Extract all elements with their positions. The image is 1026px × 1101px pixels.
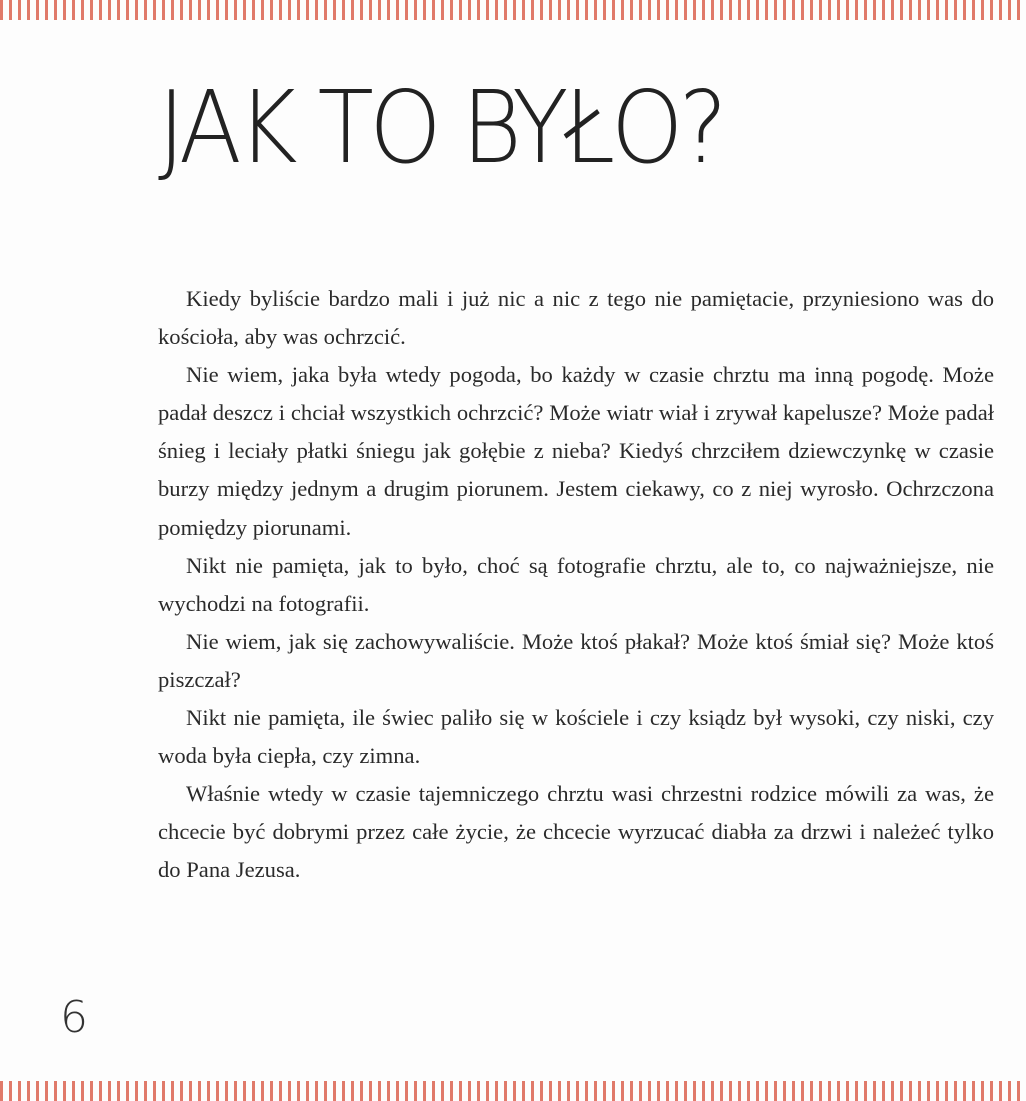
- paragraph-1: Kiedy byliście bardzo mali i już nic a nic z tego nie pamiętacie, przyniesiono was do kościoła, aby was ochrzcić.: [158, 286, 994, 350]
- paragraph-6: Właśnie wtedy w czasie tajemniczego chrztu wasi chrzestni rodzice mówili za was, że chcecie być dobrymi przez całe życie, że chcecie wyrzucać diabła za drzwi i należeć tylko do Pana Jezusa.: [158, 781, 994, 883]
- top-decorative-stripe: [0, 0, 1026, 20]
- body-text: [158, 280, 994, 890]
- paragraph-4: Nie wiem, jak się zachowywaliście. Może ktoś płakał? Może ktoś śmiał się? Może ktoś piszczał?: [158, 628, 994, 692]
- paragraph-2: Nie wiem, jaka była wtedy pogoda, bo każdy w czasie chrztu ma inną pogodę. Może padał deszcz i chciał wszystkich ochrzcić? Może wiatr wiał i zrywał kapelusze? Może padał śnieg i leciały płatki śniegu jak gołębie z nieba? Kiedyś chrzciłem dziewczynkę w czasie burzy między jednym a drugim piorunem. Jestem ciekawy, co z niej wyrosło. Ochrzczona pomiędzy piorunami.: [158, 362, 994, 540]
- bottom-decorative-stripe: [0, 1081, 1026, 1101]
- paragraph-3: Nikt nie pamięta, jak to było, choć są fotografie chrztu, ale to, co najważniejsze, nie wychodzi na fotografii.: [158, 552, 994, 616]
- paragraph-5: Nikt nie pamięta, ile świec paliło się w kościele i czy ksiądz był wysoki, czy niski, czy woda była ciepła, czy zimna.: [158, 705, 994, 769]
- page-number: 6: [60, 992, 88, 1043]
- page-title: JAK TO BYŁO?: [158, 69, 724, 186]
